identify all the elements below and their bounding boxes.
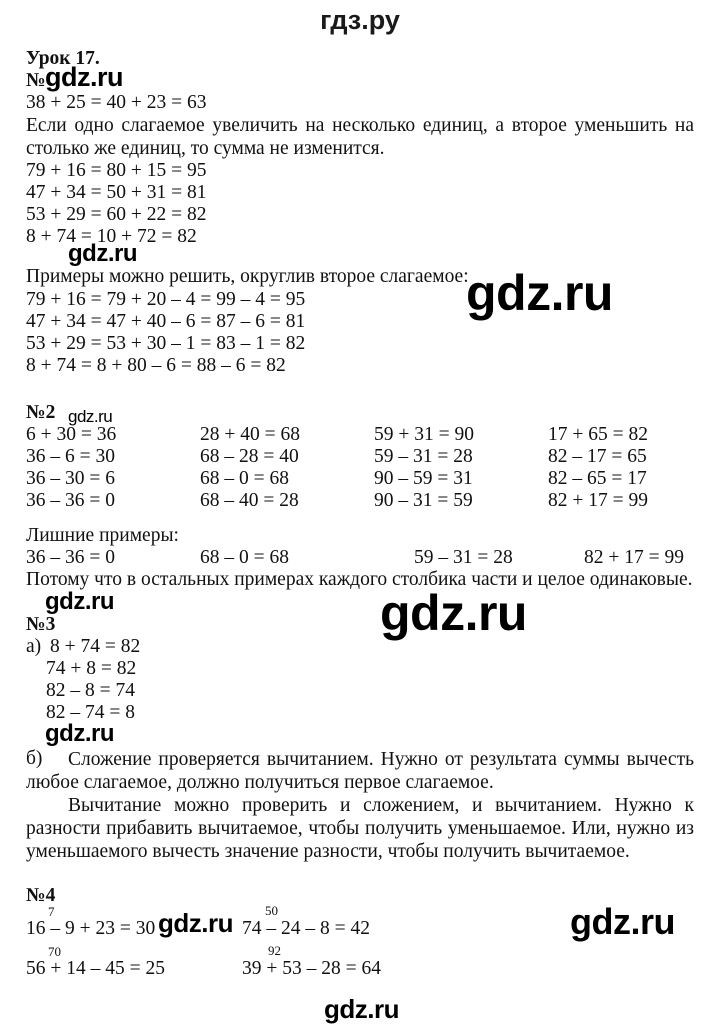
equation: 36 – 6 = 30 (26, 446, 115, 467)
task3-part-a-label: а) (26, 636, 42, 657)
equation: 8 + 74 = 82 (50, 636, 141, 657)
equation: 90 – 31 = 59 (374, 490, 473, 511)
equation: 59 + 31 = 90 (374, 424, 474, 445)
task3-part-b-label: б) (26, 748, 43, 769)
watermark: gdz.ru (380, 585, 527, 641)
column (374, 424, 548, 512)
task1-examples-c (26, 289, 305, 377)
column (200, 424, 374, 512)
watermark: gdz.ru (158, 908, 233, 938)
watermark: gdz.ru (45, 720, 114, 747)
intermediate-note: 70 (48, 944, 61, 959)
equation: 82 – 74 = 8 (46, 702, 135, 723)
task2-extra: 82 + 17 = 99 (584, 547, 684, 568)
task1-line: 38 + 25 = 40 + 23 = 63 (26, 92, 207, 113)
task2-extra: 68 – 0 = 68 (200, 547, 289, 568)
equation: 47 + 34 = 47 + 40 – 6 = 87 – 6 = 81 (26, 311, 306, 332)
equation: 28 + 40 = 68 (200, 424, 300, 445)
intermediate-note: 92 (268, 943, 281, 958)
task4-heading: №4 (26, 885, 56, 906)
watermark: gdz.ru (466, 265, 613, 321)
intermediate-note: 7 (48, 904, 55, 919)
equation: 68 – 40 = 28 (200, 490, 299, 511)
equation: 68 – 0 = 68 (200, 468, 289, 489)
column (548, 424, 698, 512)
equation: 8 + 74 = 8 + 80 – 6 = 88 – 6 = 82 (26, 355, 286, 376)
task3-heading: №3 (26, 614, 56, 635)
equation: 82 – 65 = 17 (548, 468, 647, 489)
task3-part-a (46, 658, 136, 724)
watermark: gdz.ru (324, 994, 399, 1024)
intermediate-note: 50 (265, 903, 278, 918)
equation: 47 + 34 = 50 + 31 = 81 (26, 182, 207, 203)
equation: 36 – 30 = 6 (26, 468, 115, 489)
task2-reason: Потому что в остальных примерах каждого столбика части и целое одинаковые. (26, 569, 693, 590)
lesson-title: Урок 17. (26, 48, 100, 69)
task3-part-b-p2: Вычитание можно проверить и сложением, и вычитанием. Нужно к разности прибавить вычитаемое, чтобы получить уменьшаемое. Или, нужно из уменьшаемого вычесть значение разности, чтобы получить вычитаемое. (26, 795, 694, 862)
task2-grid (26, 424, 698, 512)
equation: 53 + 29 = 53 + 30 – 1 = 83 – 1 = 82 (26, 333, 306, 354)
watermark: gdz.ru (45, 588, 114, 615)
equation: 8 + 74 = 10 + 72 = 82 (26, 226, 197, 247)
equation: 79 + 16 = 79 + 20 – 4 = 99 – 4 = 95 (26, 289, 306, 310)
equation: 79 + 16 = 80 + 15 = 95 (26, 160, 207, 181)
task1-rounding-intro: Примеры можно решить, округлив второе слагаемое: (26, 266, 469, 287)
equation: 56 + 14 – 45 = 25 (26, 958, 165, 979)
site-title: гдз.ру (320, 5, 400, 35)
equation: 90 – 59 = 31 (374, 468, 473, 489)
equation: 17 + 65 = 82 (548, 424, 648, 445)
equation: 36 – 36 = 0 (26, 490, 115, 511)
equation: 68 – 28 = 40 (200, 446, 299, 467)
equation: 6 + 30 = 36 (26, 424, 117, 445)
task2-heading: №2 (26, 402, 56, 423)
task3-part-b-p1: Сложение проверяется вычитанием. Нужно от результата суммы вычесть любое слагаемое, должно получиться первое слагаемое. (26, 749, 694, 793)
column (26, 424, 200, 512)
watermark: gdz.ru (68, 407, 113, 426)
task1-heading: № (26, 70, 46, 91)
equation: 74 – 24 – 8 = 42 (242, 918, 370, 939)
equation: 39 + 53 – 28 = 64 (242, 958, 381, 979)
watermark: gdz.ru (570, 901, 675, 942)
equation: 82 + 17 = 99 (548, 490, 648, 511)
equation: 16 – 9 + 23 = 30 (26, 918, 156, 939)
watermark: gdz.ru (45, 62, 123, 92)
equation: 82 – 8 = 74 (46, 680, 135, 701)
task2-extra-label: Лишние примеры: (26, 525, 179, 546)
watermark: gdz.ru (68, 240, 137, 267)
task2-extra: 36 – 36 = 0 (26, 547, 115, 568)
task1-examples-b (26, 160, 207, 248)
task1-explanation: Если одно слагаемое увеличить на несколько единиц, а второе уменьшить на столько же единиц, то сумма не изменится. (26, 115, 694, 159)
equation: 59 – 31 = 28 (374, 446, 473, 467)
equation: 82 – 17 = 65 (548, 446, 647, 467)
task2-extra: 59 – 31 = 28 (414, 547, 513, 568)
equation: 53 + 29 = 60 + 22 = 82 (26, 204, 207, 225)
equation: 74 + 8 = 82 (46, 658, 137, 679)
